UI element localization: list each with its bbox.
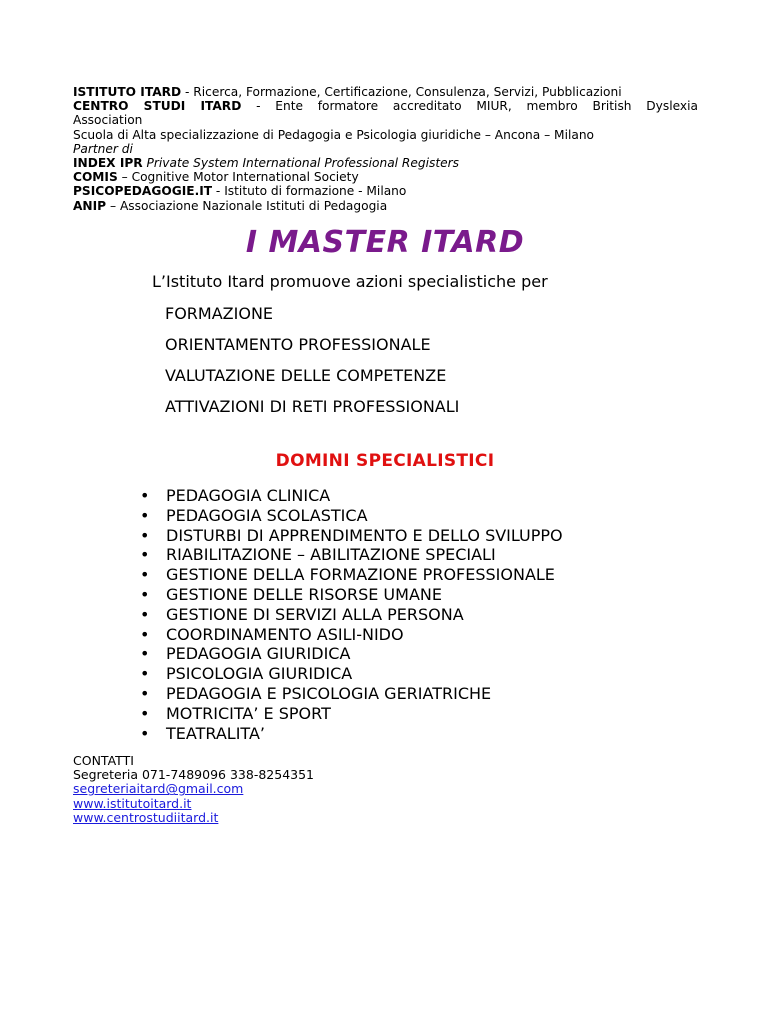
page-title: I MASTER ITARD: [245, 225, 525, 260]
header-line-anip: [73, 199, 698, 213]
index-ipr-description: Private System International Professional Registers: [142, 156, 459, 171]
phone-numbers: Segreteria 071-7489096 338-8254351: [73, 767, 315, 783]
header-line-scuola: Scuola di Alta specializzazione di Pedagogia e Psicologia giuridiche – Ancona – Milano: [73, 127, 594, 142]
list-item: • DISTURBI DI APPRENDIMENTO E DELLO SVILUPPO: [140, 526, 563, 546]
list-item: • GESTIONE DI SERVIZI ALLA PERSONA: [140, 605, 563, 625]
list-item: • RIABILITAZIONE – ABILITAZIONE SPECIALI: [140, 545, 563, 565]
header-line-centro-studi: [73, 99, 698, 113]
area-item: VALUTAZIONE DELLE COMPETENZE: [165, 366, 447, 385]
website-link-istitutoitard[interactable]: www.istitutoitard.it: [73, 795, 192, 811]
psicopedagogie-name: PSICOPEDAGOGIE.IT: [73, 184, 213, 199]
comis-name: COMIS: [73, 170, 118, 185]
list-item: • PEDAGOGIA E PSICOLOGIA GERIATRICHE: [140, 684, 563, 704]
index-ipr-name: INDEX IPR: [73, 156, 143, 171]
area-item: FORMAZIONE: [165, 304, 274, 323]
list-item: • PEDAGOGIA CLINICA: [140, 486, 563, 506]
psicopedagogie-description: - Istituto di formazione - Milano: [212, 184, 407, 199]
list-item: • COORDINAMENTO ASILI-NIDO: [140, 625, 563, 645]
header-block: [73, 85, 698, 213]
email-link[interactable]: segreteriaitard@gmail.com: [73, 781, 244, 797]
domains-heading: DOMINI SPECIALISTICI: [275, 451, 495, 471]
istituto-description: - Ricerca, Formazione, Certificazione, Consulenza, Servizi, Pubblicazioni: [181, 85, 622, 99]
header-line-index-ipr: [73, 156, 698, 170]
contacts-block: [73, 754, 314, 825]
intro-text: L’Istituto Itard promuove azioni specialistiche per: [152, 272, 548, 291]
header-line-partner: [73, 142, 698, 156]
domains-list: [140, 486, 563, 743]
header-line-comis: [73, 170, 698, 184]
centro-studi-description: - Ente formatore accreditato MIUR, membro British Dyslexia: [241, 99, 698, 114]
list-item: • MOTRICITA’ E SPORT: [140, 704, 563, 724]
list-item: • TEATRALITA’: [140, 724, 563, 744]
list-item: • PSICOLOGIA GIURIDICA: [140, 664, 563, 684]
istituto-name: ISTITUTO ITARD: [73, 85, 182, 99]
area-item: ATTIVAZIONI DI RETI PROFESSIONALI: [165, 397, 460, 416]
header-line-psicopedagogie: [73, 184, 698, 198]
list-item: • PEDAGOGIA GIURIDICA: [140, 644, 563, 664]
list-item: • GESTIONE DELLA FORMAZIONE PROFESSIONALE: [140, 565, 563, 585]
partner-label: Partner di: [73, 141, 133, 156]
anip-name: ANIP: [73, 198, 107, 213]
area-item: ORIENTAMENTO PROFESSIONALE: [165, 335, 431, 354]
header-line-association: Association: [73, 113, 143, 128]
contacts-heading: CONTATTI: [73, 753, 134, 768]
areas-list: [165, 303, 459, 427]
anip-description: – Associazione Nazionale Istituti di Pedagogia: [106, 198, 388, 213]
website-link-centrostudiitard[interactable]: www.centrostudiitard.it: [73, 809, 219, 825]
comis-description: – Cognitive Motor International Society: [117, 170, 359, 185]
header-line-istituto: [73, 85, 698, 99]
list-item: • GESTIONE DELLE RISORSE UMANE: [140, 585, 563, 605]
centro-studi-name: CENTRO STUDI ITARD: [73, 99, 242, 114]
list-item: • PEDAGOGIA SCOLASTICA: [140, 506, 563, 526]
